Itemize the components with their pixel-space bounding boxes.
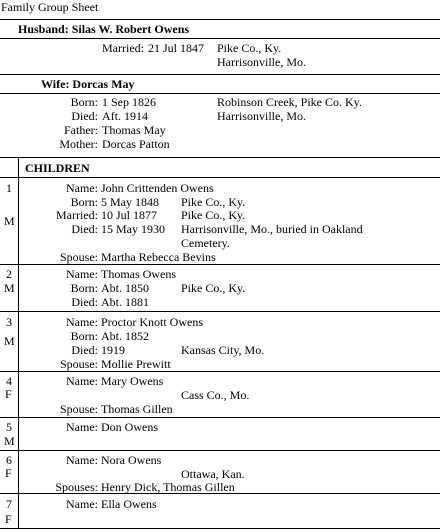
- children-heading: CHILDREN: [25, 161, 90, 175]
- child-num: 2: [6, 267, 12, 281]
- child-place: Ottawa, Kan.: [181, 467, 245, 481]
- child-spouse-label: Spouse:: [59, 402, 98, 416]
- child-name: Nora Owens: [101, 453, 162, 467]
- husband-married-label: Married:: [102, 41, 144, 55]
- child-name-label: Name:: [66, 453, 98, 467]
- wife-heading: Wife: Dorcas May: [41, 77, 135, 91]
- child-born-label: Born:: [70, 195, 98, 209]
- child-name: Mary Owens: [101, 374, 164, 388]
- child-spouse-label: Spouse:: [59, 250, 98, 264]
- child-spouse: Thomas Gillen: [101, 402, 173, 416]
- child-spouse: Mollie Prewitt: [101, 357, 171, 371]
- wife-father-label: Father:: [64, 123, 98, 137]
- child-sex: F: [5, 466, 12, 480]
- wife-died-label: Died:: [71, 109, 98, 123]
- husband-married-place-2: Harrisonville, Mo.: [217, 55, 306, 69]
- child-num: 4: [6, 374, 12, 388]
- child-born-label: Born:: [70, 329, 98, 343]
- child-died-date: Abt. 1881: [101, 295, 149, 309]
- husband-header: [0, 19, 440, 39]
- child-died-place: Kansas City, Mo.: [181, 343, 265, 357]
- child-died-label: Died:: [71, 343, 98, 357]
- child-name: Ella Owens: [101, 497, 157, 511]
- child-place: Cass Co., Mo.: [181, 388, 250, 402]
- child-spouse-label: Spouses:: [55, 480, 98, 494]
- wife-died-place: Harrisonville, Mo.: [217, 109, 306, 123]
- child-born-date: Abt. 1850: [101, 281, 149, 295]
- child-name-label: Name:: [66, 497, 98, 511]
- child-spouse-label: Spouse:: [59, 357, 98, 371]
- child-sex: F: [5, 512, 12, 526]
- child-born-place: Pike Co., Ky.: [181, 281, 246, 295]
- husband-married-date: 21 Jul 1847: [148, 41, 205, 55]
- child-name-label: Name:: [66, 181, 98, 195]
- child-born-date: 5 May 1848: [101, 195, 159, 209]
- child-name-label: Name:: [66, 315, 98, 329]
- child-born-place: Pike Co., Ky.: [181, 195, 246, 209]
- wife-born-place: Robinson Creek, Pike Co. Ky.: [217, 95, 362, 109]
- child-sex: M: [4, 334, 15, 348]
- husband-heading: Husband: Silas W. Robert Owens: [18, 22, 190, 36]
- child-died-label: Died:: [71, 222, 98, 236]
- child-sex: M: [4, 434, 15, 448]
- wife-died-date: Aft. 1914: [102, 109, 148, 123]
- child-name: Proctor Knott Owens: [101, 315, 203, 329]
- child-sex: M: [4, 281, 15, 295]
- child-died-date: 15 May 1930: [101, 222, 165, 236]
- child-num: 7: [6, 497, 12, 511]
- wife-header: [0, 74, 440, 94]
- child-died-place-2: Cemetery.: [181, 236, 230, 250]
- page-title: Family Group Sheet: [1, 0, 99, 14]
- child-died-date: 1919: [101, 343, 125, 357]
- child-name-label: Name:: [66, 374, 98, 388]
- child-name: John Crittenden Owens: [101, 181, 214, 195]
- child-died-place: Harrisonville, Mo., buried in Oakland: [181, 222, 363, 236]
- child-married-place: Pike Co., Ky.: [181, 208, 246, 222]
- wife-mother: Dorcas Patton: [102, 137, 170, 151]
- child-born-label: Born:: [70, 281, 98, 295]
- child-married-date: 10 Jul 1877: [101, 208, 158, 222]
- child-name-label: Name:: [66, 267, 98, 281]
- child-num: 1: [6, 181, 12, 195]
- wife-born-label: Born:: [70, 95, 98, 109]
- child-married-label: Married:: [56, 208, 98, 222]
- wife-mother-label: Mother:: [59, 137, 98, 151]
- child-sex: F: [5, 387, 12, 401]
- child-num: 3: [6, 315, 12, 329]
- child-spouse: Henry Dick, Thomas Gillen: [101, 480, 235, 494]
- child-died-label: Died:: [71, 295, 98, 309]
- wife-born-date: 1 Sep 1826: [102, 95, 156, 109]
- husband-married-place: Pike Co., Ky.: [217, 41, 282, 55]
- child-name-label: Name:: [66, 420, 98, 434]
- child-sex: M: [4, 214, 15, 228]
- wife-father: Thomas May: [102, 123, 166, 137]
- child-num: 6: [6, 453, 12, 467]
- child-num: 5: [6, 420, 12, 434]
- child-name: Don Owens: [101, 420, 158, 434]
- child-name: Thomas Owens: [101, 267, 176, 281]
- child-born-date: Abt. 1852: [101, 329, 149, 343]
- child-spouse: Martha Rebecca Bevins: [101, 250, 216, 264]
